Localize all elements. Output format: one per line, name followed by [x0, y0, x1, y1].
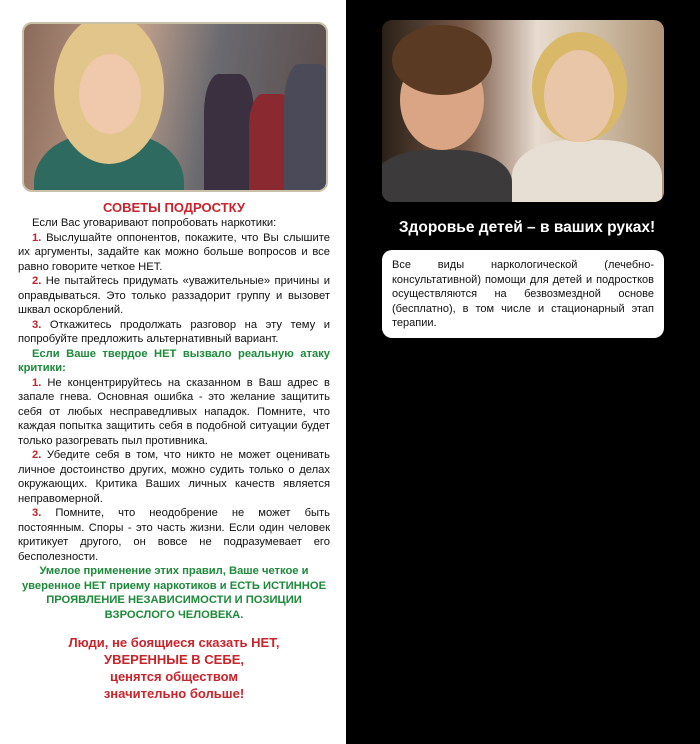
tip-text: Выслушайте оппонентов, покажите, что Вы слышите их аргументы, задайте как можно больше вопросов и все равно говорите четкое НЕТ. [18, 231, 330, 273]
attack-tip-item [18, 376, 330, 449]
prosecutor-phone: 8 (4912) 25-20-85 [472, 537, 578, 552]
conclusion-text: Умелое применение этих правил, Ваше четкое и уверенное НЕТ приему наркотиков и ЕСТЬ ИСТИННОЕ ПРОЯВЛЕНИЕ НЕЗАВИСИМОСТИ И ПОЗИЦИИ ВЗРОСЛОГО ЧЕЛОВЕКА. [21, 565, 327, 621]
org-line: ГБУ РО «Областной клинический [433, 414, 607, 426]
teen-girl-photo [22, 22, 328, 192]
tip-number: 3. [32, 507, 42, 519]
tip-number: 2. [32, 449, 42, 461]
tip-text: Убедите себя в том, что никто не может оценивать личное достоинство других, можно судить только о делах окружающих. Критика Ваших личных качеств является неправомерной. [18, 449, 330, 505]
slogan-line: Люди, не боящиеся сказать НЕТ, [68, 635, 280, 650]
dispensary-phone: 8 (4912) 25-95-27 [474, 460, 576, 474]
tips-title: СОВЕТЫ ПОДРОСТКУ [102, 200, 246, 215]
tip-number: 3. [32, 318, 42, 331]
tips-intro: Если Вас уговаривают попробовать наркотики: [32, 217, 277, 229]
slogan-line: значительно больше! [103, 686, 245, 701]
slogan-line: ценятся обществом [109, 669, 239, 684]
info-text: Все виды наркологической (лечебно-консультативной) помощи для детей и подростков осуществляются на безвозмездной основе (бесплатно), в том числе и стационарный этап терапии. [392, 259, 654, 329]
photo-boy-body [382, 150, 512, 202]
in-case-line: В случае беды [437, 351, 608, 377]
tip-text: Помните, что неодобрение не может быть постоянным. Споры - это часть жизни. Если один человек критикует другого, он вовсе не подразумевает его бесполезности. [18, 507, 330, 563]
trust-phone: 8(4912) 21-63-07 [434, 662, 651, 692]
tips-text-block [18, 200, 330, 702]
in-case-line: обращайтесь! [442, 376, 603, 402]
photo-background-figure [204, 74, 254, 192]
attack-heading: Если Ваше твердое НЕТ вызвало реальную атаку критики: [18, 347, 330, 374]
trust-line: круглосуточно [479, 628, 571, 642]
tip-text: Откажитесь продолжать разговор на эту тему и попробуйте предложить альтернативный вариант. [18, 318, 330, 345]
tip-number: 1. [32, 231, 42, 244]
tip-text: Не пытайтесь придумать «уважительные» причины и оправдываться. Это только раззадорит группу и вызовет шквал оскорблений. [18, 275, 330, 316]
teen-boy-mother-photo [382, 20, 664, 202]
tip-item [18, 274, 330, 318]
photo-background-figure [284, 64, 328, 192]
photo-mother-face [544, 50, 614, 142]
in-case-heading [400, 352, 645, 402]
slogan-line: УВЕРЕННЫЕ В СЕБЕ, [104, 652, 244, 667]
photo-girl-face [79, 54, 141, 134]
health-title: Здоровье детей – в ваших руках! [398, 219, 656, 236]
info-box [382, 250, 664, 338]
tip-number: 2. [32, 275, 42, 287]
tip-item [18, 318, 330, 347]
tip-number: 1. [32, 376, 42, 389]
attack-tip-item [18, 506, 330, 564]
attack-tip-item [18, 448, 330, 506]
trust-line: Телефон доверия УМВД России по [416, 574, 634, 588]
slogan [18, 634, 330, 702]
trust-line: беспоатно [492, 610, 558, 624]
photo-mother-body [512, 140, 662, 202]
org-line: наркологический диспансер» [443, 428, 597, 440]
tip-item [18, 231, 330, 275]
organization-name [410, 413, 630, 441]
trust-line-info [395, 572, 655, 644]
prosecutor-office: Прокуратура Рязанской области [424, 501, 626, 515]
trust-line: Рязанской области [465, 592, 585, 606]
photo-boy-hair [392, 25, 492, 95]
tip-text: Не концентрируйтесь на сказанном в Ваш адрес в запале гнева. Основная ошибка - это желание защитить себя от любых несправедливых нападок. Помните, что каждая попытка защитить себя в подобной ситуации будет только разогревать пыл противника. [18, 376, 330, 447]
